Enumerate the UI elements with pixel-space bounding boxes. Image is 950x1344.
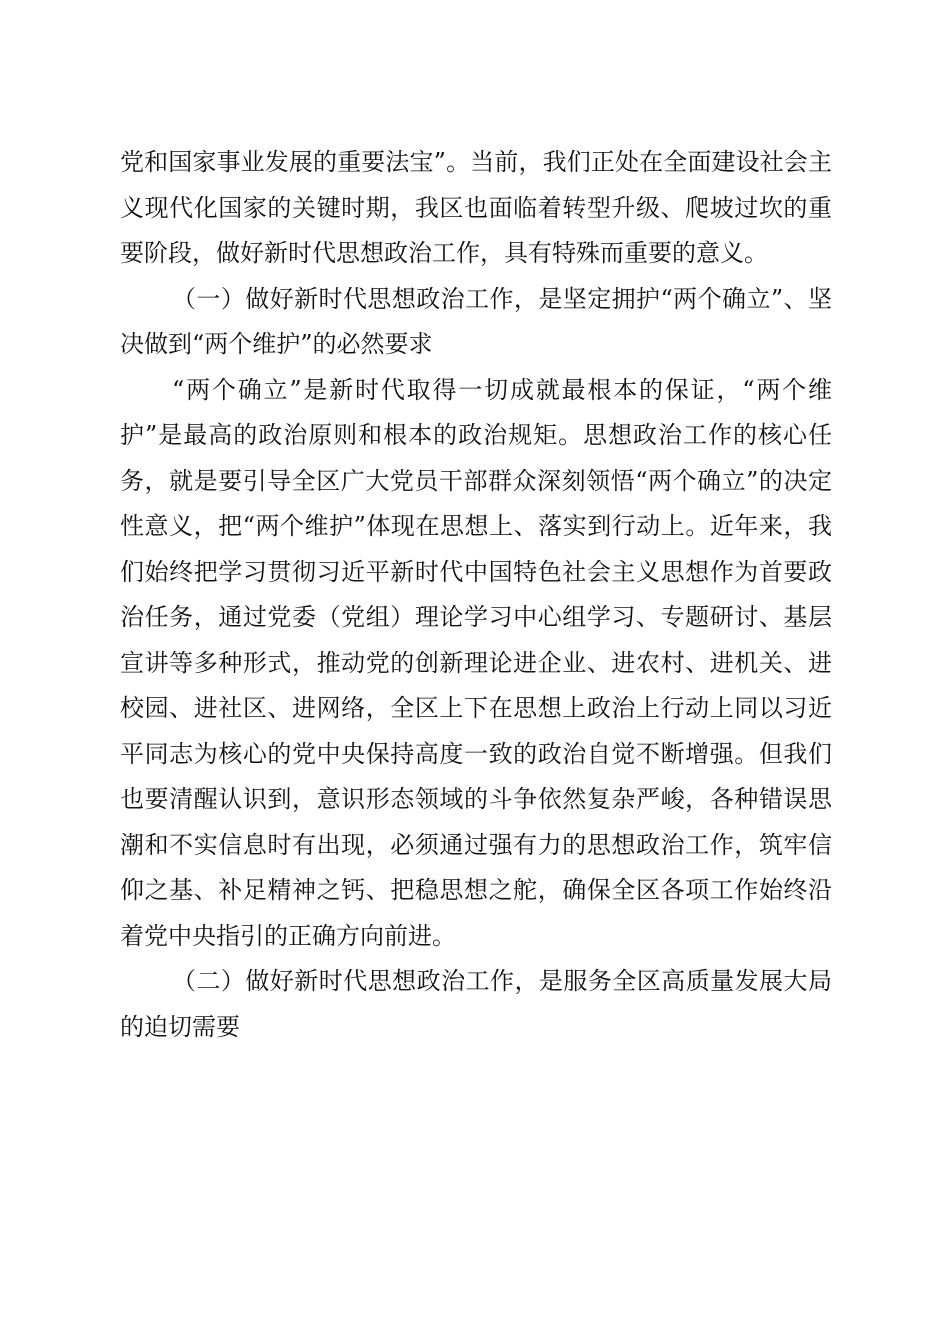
body-paragraph-continued: 党和国家事业发展的重要法宝”。当前，我们正处在全面建设社会主义现代化国家的关键时期，我区也面临着转型升级、爬坡过坎的重要阶段，做好新时代思想政治工作，具有特殊而重要的意义。 (120, 148, 832, 267)
body-paragraph: “两个确立”是新时代取得一切成就最根本的保证，“两个维护”是最高的政治原则和根本的政治规矩。思想政治工作的核心任务，就是要引导全区广大党员干部群众深刻领悟“两个确立”的决定性意义，把“两个维护”体现在思想上、落实到行动上。近年来，我们始终把学习贯彻习近平新时代中国特色社会主义思想作为首要政治任务，通过党委（党组）理论学习中心组学习、专题研讨、基层宣讲等多种形式，推动党的创新理论进企业、进农村、进机关、进校园、进社区、进网络，全区上下在思想上政治上行动上同以习近平同志为核心的党中央保持高度一致的政治自觉不断增强。但我们也要清醒认识到，意识形态领域的斗争依然复杂严峻，各种错误思潮和不实信息时有出现，必须通过强有力的思想政治工作，筑牢信仰之基、补足精神之钙、把稳思想之舵，确保全区各项工作始终沿着党中央指引的正确方向前进。 (120, 375, 832, 950)
section-heading-2: （二）做好新时代思想政治工作，是服务全区高质量发展大局的迫切需要 (120, 967, 832, 1041)
section-heading-1: （一）做好新时代思想政治工作，是坚定拥护“两个确立”、坚决做到“两个维护”的必然要求 (120, 284, 832, 358)
document-body (120, 140, 832, 1050)
